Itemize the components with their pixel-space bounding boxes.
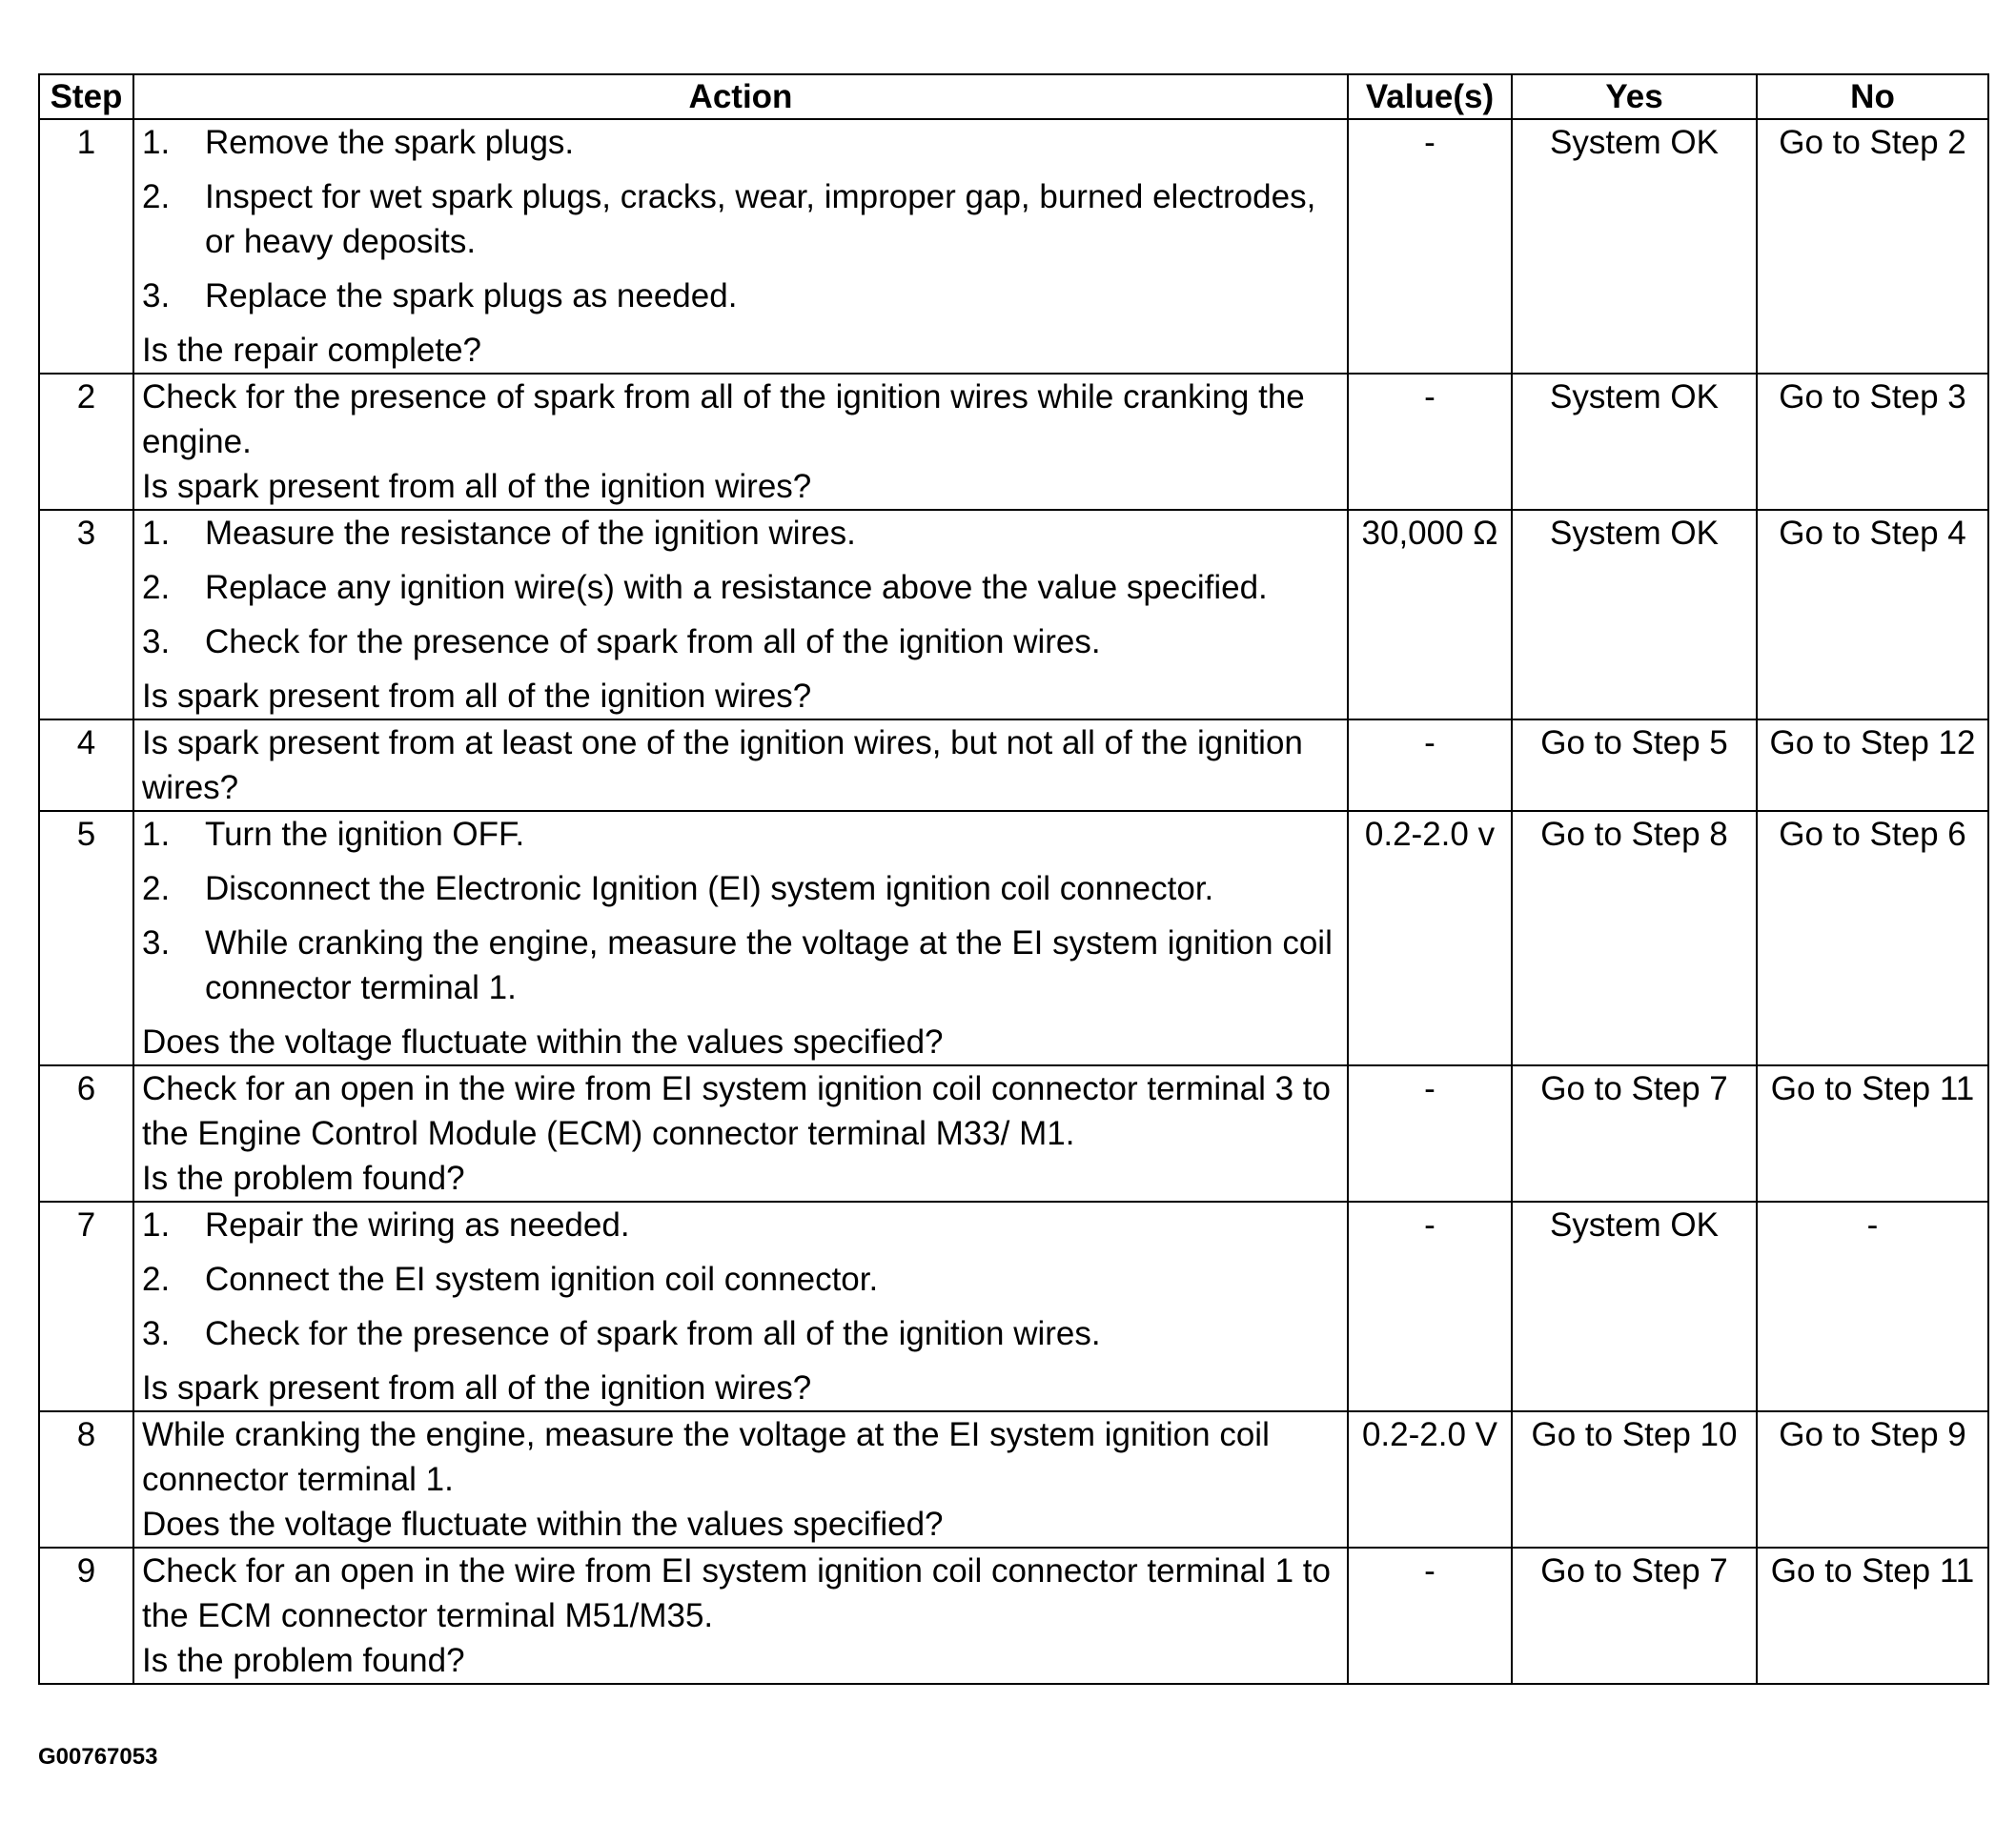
action-step-text: Check for the presence of spark from all of the ignition wires. xyxy=(205,1315,1101,1352)
yes-result-cell: Go to Step 7 xyxy=(1512,1065,1757,1202)
action-step-number: 2. xyxy=(142,870,171,907)
action-intro-text: Check for an open in the wire from EI system ignition coil connector terminal 1 to the ECM connector terminal M51/M35. xyxy=(142,1552,1331,1634)
step-number-cell: 5 xyxy=(39,811,133,1065)
action-step-text: Repair the wiring as needed. xyxy=(205,1206,630,1244)
value-cell: - xyxy=(1348,1065,1512,1202)
table-row xyxy=(39,1065,1988,1202)
action-cell xyxy=(133,374,1348,510)
action-step-list xyxy=(142,812,1339,1010)
action-step-text: While cranking the engine, measure the voltage at the EI system ignition coil connector terminal 1. xyxy=(205,924,1333,1006)
action-step-text: Disconnect the Electronic Ignition (EI) system ignition coil connector. xyxy=(205,870,1214,907)
action-step-item xyxy=(142,921,1339,1010)
value-cell: 0.2-2.0 v xyxy=(1348,811,1512,1065)
diagnostic-table-container xyxy=(38,73,1987,1685)
header-values: Value(s) xyxy=(1348,74,1512,119)
action-question-text: Does the voltage fluctuate within the values specified? xyxy=(142,1023,944,1061)
action-question-text: Is the problem found? xyxy=(142,1642,465,1679)
no-result-cell: Go to Step 2 xyxy=(1757,119,1988,374)
table-row xyxy=(39,719,1988,811)
action-step-text: Measure the resistance of the ignition wires. xyxy=(205,515,856,552)
table-row xyxy=(39,811,1988,1065)
step-number-cell: 3 xyxy=(39,510,133,719)
action-step-number: 1. xyxy=(142,515,171,552)
no-result-cell: Go to Step 3 xyxy=(1757,374,1988,510)
action-cell xyxy=(133,119,1348,374)
no-result-cell: Go to Step 9 xyxy=(1757,1411,1988,1548)
action-step-item xyxy=(142,565,1339,610)
action-step-item xyxy=(142,511,1339,556)
action-intro-text: While cranking the engine, measure the voltage at the EI system ignition coil connector terminal 1. xyxy=(142,1416,1270,1498)
yes-result-cell: System OK xyxy=(1512,119,1757,374)
action-question-text: Is the repair complete? xyxy=(142,332,482,369)
header-step: Step xyxy=(39,74,133,119)
table-row xyxy=(39,374,1988,510)
step-number-cell: 8 xyxy=(39,1411,133,1548)
action-question-text: Is spark present from at least one of the ignition wires, but not all of the ignition wires? xyxy=(142,724,1303,806)
action-question-text: Is spark present from all of the ignition wires? xyxy=(142,1369,812,1407)
action-cell xyxy=(133,1065,1348,1202)
action-step-text: Remove the spark plugs. xyxy=(205,124,575,161)
value-cell: 0.2-2.0 V xyxy=(1348,1411,1512,1548)
yes-result-cell: Go to Step 7 xyxy=(1512,1548,1757,1684)
diagnostic-table xyxy=(38,73,1989,1685)
no-result-cell: Go to Step 11 xyxy=(1757,1548,1988,1684)
figure-id: G00767053 xyxy=(38,1744,158,1770)
table-row xyxy=(39,1548,1988,1684)
action-question-text: Is spark present from all of the ignition wires? xyxy=(142,678,812,715)
action-intro-text: Check for an open in the wire from EI system ignition coil connector terminal 3 to the Engine Control Module (ECM) connector terminal M33/ M1. xyxy=(142,1070,1331,1152)
table-row xyxy=(39,1202,1988,1411)
table-row xyxy=(39,510,1988,719)
action-question-text: Is the problem found? xyxy=(142,1160,465,1197)
action-step-number: 3. xyxy=(142,1315,171,1352)
step-number-cell: 6 xyxy=(39,1065,133,1202)
action-step-list xyxy=(142,1203,1339,1356)
action-step-item xyxy=(142,619,1339,664)
action-question-text: Is spark present from all of the ignition wires? xyxy=(142,468,812,505)
yes-result-cell: System OK xyxy=(1512,374,1757,510)
action-step-number: 1. xyxy=(142,816,171,853)
no-result-cell: Go to Step 12 xyxy=(1757,719,1988,811)
step-number-cell: 9 xyxy=(39,1548,133,1684)
table-row xyxy=(39,119,1988,374)
table-row xyxy=(39,1411,1988,1548)
table-header-row xyxy=(39,74,1988,119)
no-result-cell: - xyxy=(1757,1202,1988,1411)
action-cell xyxy=(133,510,1348,719)
action-step-text: Inspect for wet spark plugs, cracks, wear, improper gap, burned electrodes, or heavy deposits. xyxy=(205,178,1316,260)
action-cell xyxy=(133,719,1348,811)
yes-result-cell: System OK xyxy=(1512,1202,1757,1411)
action-step-item xyxy=(142,120,1339,165)
header-no: No xyxy=(1757,74,1988,119)
action-step-number: 3. xyxy=(142,623,171,660)
action-step-text: Turn the ignition OFF. xyxy=(205,816,525,853)
yes-result-cell: Go to Step 5 xyxy=(1512,719,1757,811)
action-step-number: 2. xyxy=(142,1261,171,1298)
value-cell: - xyxy=(1348,719,1512,811)
action-step-number: 1. xyxy=(142,124,171,161)
no-result-cell: Go to Step 4 xyxy=(1757,510,1988,719)
value-cell: - xyxy=(1348,1548,1512,1684)
action-step-number: 2. xyxy=(142,178,171,215)
step-number-cell: 1 xyxy=(39,119,133,374)
action-step-list xyxy=(142,120,1339,318)
value-cell: - xyxy=(1348,119,1512,374)
action-step-item xyxy=(142,273,1339,318)
no-result-cell: Go to Step 11 xyxy=(1757,1065,1988,1202)
yes-result-cell: Go to Step 8 xyxy=(1512,811,1757,1065)
action-step-number: 3. xyxy=(142,924,171,962)
action-step-text: Check for the presence of spark from all of the ignition wires. xyxy=(205,623,1101,660)
action-step-number: 2. xyxy=(142,569,171,606)
action-step-item xyxy=(142,1203,1339,1247)
action-step-item xyxy=(142,812,1339,857)
action-step-item xyxy=(142,1257,1339,1302)
action-step-item xyxy=(142,866,1339,911)
header-action: Action xyxy=(133,74,1348,119)
step-number-cell: 4 xyxy=(39,719,133,811)
action-question-text: Does the voltage fluctuate within the values specified? xyxy=(142,1506,944,1543)
value-cell: - xyxy=(1348,1202,1512,1411)
action-cell xyxy=(133,1411,1348,1548)
action-step-number: 1. xyxy=(142,1206,171,1244)
table-body xyxy=(39,119,1988,1684)
no-result-cell: Go to Step 6 xyxy=(1757,811,1988,1065)
action-step-item xyxy=(142,174,1339,264)
action-step-text: Replace the spark plugs as needed. xyxy=(205,277,738,314)
action-cell xyxy=(133,1202,1348,1411)
action-intro-text: Check for the presence of spark from all of the ignition wires while cranking the engine. xyxy=(142,378,1305,460)
action-step-number: 3. xyxy=(142,277,171,314)
action-step-item xyxy=(142,1311,1339,1356)
step-number-cell: 2 xyxy=(39,374,133,510)
action-step-text: Connect the EI system ignition coil connector. xyxy=(205,1261,879,1298)
action-cell xyxy=(133,811,1348,1065)
value-cell: 30,000 Ω xyxy=(1348,510,1512,719)
yes-result-cell: Go to Step 10 xyxy=(1512,1411,1757,1548)
action-cell xyxy=(133,1548,1348,1684)
step-number-cell: 7 xyxy=(39,1202,133,1411)
action-step-text: Replace any ignition wire(s) with a resistance above the value specified. xyxy=(205,569,1268,606)
value-cell: - xyxy=(1348,374,1512,510)
yes-result-cell: System OK xyxy=(1512,510,1757,719)
action-step-list xyxy=(142,511,1339,664)
header-yes: Yes xyxy=(1512,74,1757,119)
